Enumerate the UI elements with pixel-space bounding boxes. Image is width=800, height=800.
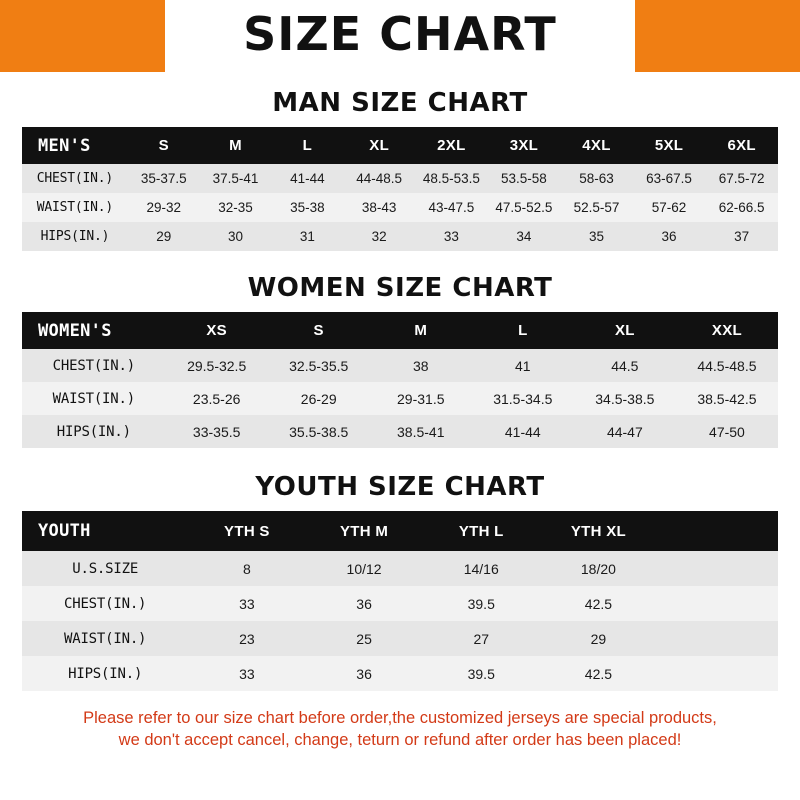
cell: 32.5-35.5 [289, 357, 349, 374]
cell: 39.5 [467, 665, 495, 682]
table-row [22, 193, 778, 222]
cell: 29-31.5 [397, 390, 445, 407]
chart-content [0, 88, 800, 752]
cell: 57-62 [651, 200, 687, 215]
cell: 52.5-57 [573, 200, 620, 215]
cell: 36 [356, 595, 372, 612]
header-cell-xl: XL [614, 322, 635, 339]
header-cell-xs: XS [206, 322, 227, 339]
cell: 36 [661, 229, 677, 244]
header-cell-yth-xl: YTH XL [570, 522, 626, 540]
header-cell-4xl: 4XL [582, 137, 611, 154]
cell: 44.5-48.5 [697, 357, 757, 374]
cell: 32 [371, 229, 387, 244]
cell: 33 [239, 595, 255, 612]
header-cell-xl: XL [369, 137, 390, 154]
header-cell-s: S [158, 137, 169, 154]
cell: 42.5 [584, 595, 613, 612]
row-label: HIPS(IN.) [56, 423, 131, 440]
cell: 67.5-72 [718, 171, 765, 186]
cell-spacer [657, 586, 778, 621]
header-cell-2xl: 2XL [437, 137, 466, 154]
table-row [22, 164, 778, 193]
cell: 25 [356, 630, 372, 647]
cell-spacer [657, 656, 778, 691]
cell: 41-44 [290, 171, 325, 186]
cell: 35-38 [290, 200, 325, 215]
footnote-line-1: Please refer to our size chart before order,the customized jerseys are special products, [83, 709, 717, 727]
cell: 41 [515, 357, 531, 374]
cell: 34.5-38.5 [595, 390, 655, 407]
cell: 33 [239, 665, 255, 682]
women-size-table [22, 312, 778, 448]
table-row [22, 551, 778, 586]
header-cell-xxl: XXL [711, 322, 742, 339]
cell: 35 [588, 229, 604, 244]
header-cell-3xl: 3XL [509, 137, 539, 154]
cell: 23 [239, 630, 255, 647]
row-label: WAIST(IN.) [52, 390, 135, 407]
cell-spacer [657, 621, 778, 656]
cell: 23.5-26 [192, 390, 241, 407]
cell: 47-50 [709, 423, 745, 440]
cell: 34 [516, 229, 532, 244]
women-section-title: WOMEN SIZE CHART [247, 273, 553, 303]
page-title: SIZE CHART [243, 7, 557, 61]
row-label: HIPS(IN.) [40, 229, 110, 244]
header-cell-m: M [414, 322, 428, 339]
cell: 44.5 [611, 357, 639, 374]
cell: 44-48.5 [356, 171, 403, 186]
table-row [22, 621, 778, 656]
cell: 39.5 [467, 595, 495, 612]
header-cell-s: S [313, 322, 324, 339]
cell: 43-47.5 [428, 200, 475, 215]
cell: 38.5-42.5 [697, 390, 757, 407]
cell: 31.5-34.5 [493, 390, 553, 407]
cell: 8 [243, 560, 251, 577]
man-section-title: MAN SIZE CHART [272, 88, 528, 118]
cell: 35-37.5 [140, 171, 187, 186]
header-cell-l: L [302, 137, 313, 154]
header-cell-6xl: 6XL [727, 137, 756, 154]
table-row [22, 415, 778, 448]
cell: 30 [228, 229, 244, 244]
cell: 18/20 [580, 560, 616, 577]
cell: 42.5 [584, 665, 613, 682]
header-cell-womens: WOMEN'S [38, 320, 112, 341]
man-size-table [22, 127, 778, 251]
cell: 38-43 [361, 200, 397, 215]
cell: 32-35 [218, 200, 253, 215]
row-label: WAIST(IN.) [36, 200, 114, 215]
header-cell-mens: MEN'S [38, 135, 91, 156]
row-label: U.S.SIZE [72, 560, 139, 577]
cell: 31 [299, 229, 315, 244]
row-label: CHEST(IN.) [52, 357, 135, 374]
table-row [22, 349, 778, 382]
cell: 53.5-58 [501, 171, 547, 186]
row-label: WAIST(IN.) [64, 630, 147, 647]
header-cell-m: M [229, 137, 242, 154]
table-row [22, 586, 778, 621]
cell: 36 [356, 665, 372, 682]
row-label: CHEST(IN.) [64, 595, 147, 612]
cell: 29 [156, 229, 172, 244]
cell: 29-32 [146, 200, 181, 215]
cell: 47.5-52.5 [495, 200, 553, 215]
header-cell-5xl: 5XL [654, 137, 684, 154]
row-label: HIPS(IN.) [68, 665, 143, 682]
cell: 14/16 [463, 560, 499, 577]
cell: 38.5-41 [397, 423, 445, 440]
header-cell-yth-s: YTH S [224, 522, 270, 540]
cell: 33 [443, 229, 459, 244]
cell: 41-44 [504, 423, 541, 440]
cell: 48.5-53.5 [422, 171, 480, 186]
cell: 38 [412, 357, 429, 374]
cell: 35.5-38.5 [289, 423, 349, 440]
table-header-row [22, 511, 778, 551]
row-label: CHEST(IN.) [36, 171, 114, 186]
table-row [22, 656, 778, 691]
cell: 37 [734, 229, 750, 244]
table-header-row [22, 312, 778, 349]
cell: 29.5-32.5 [187, 357, 247, 374]
table-row [22, 222, 778, 251]
header-cell-l: L [518, 322, 528, 339]
top-banner [0, 0, 800, 72]
youth-size-table [22, 511, 778, 691]
cell: 58-63 [579, 171, 614, 186]
header-cell-yth-m: YTH M [339, 522, 389, 540]
footnote-line-2: we don't accept cancel, change, teturn or refund after order has been placed! [118, 731, 682, 750]
cell: 10/12 [346, 560, 382, 577]
cell: 62-66.5 [718, 200, 765, 215]
cell-spacer [657, 551, 778, 586]
cell: 27 [473, 630, 490, 647]
cell: 44-47 [606, 423, 643, 440]
header-cell-yth-l: YTH L [458, 522, 504, 540]
youth-section-title: YOUTH SIZE CHART [255, 472, 545, 502]
table-header-row [22, 127, 778, 164]
header-cell-spacer [657, 511, 778, 551]
cell: 37.5-41 [212, 171, 259, 186]
cell: 29 [590, 630, 607, 647]
cell: 63-67.5 [646, 171, 692, 186]
cell: 33-35.5 [192, 423, 241, 440]
table-row [22, 382, 778, 415]
footnote [22, 707, 778, 752]
cell: 26-29 [300, 390, 337, 407]
header-cell-youth: YOUTH [38, 521, 91, 541]
